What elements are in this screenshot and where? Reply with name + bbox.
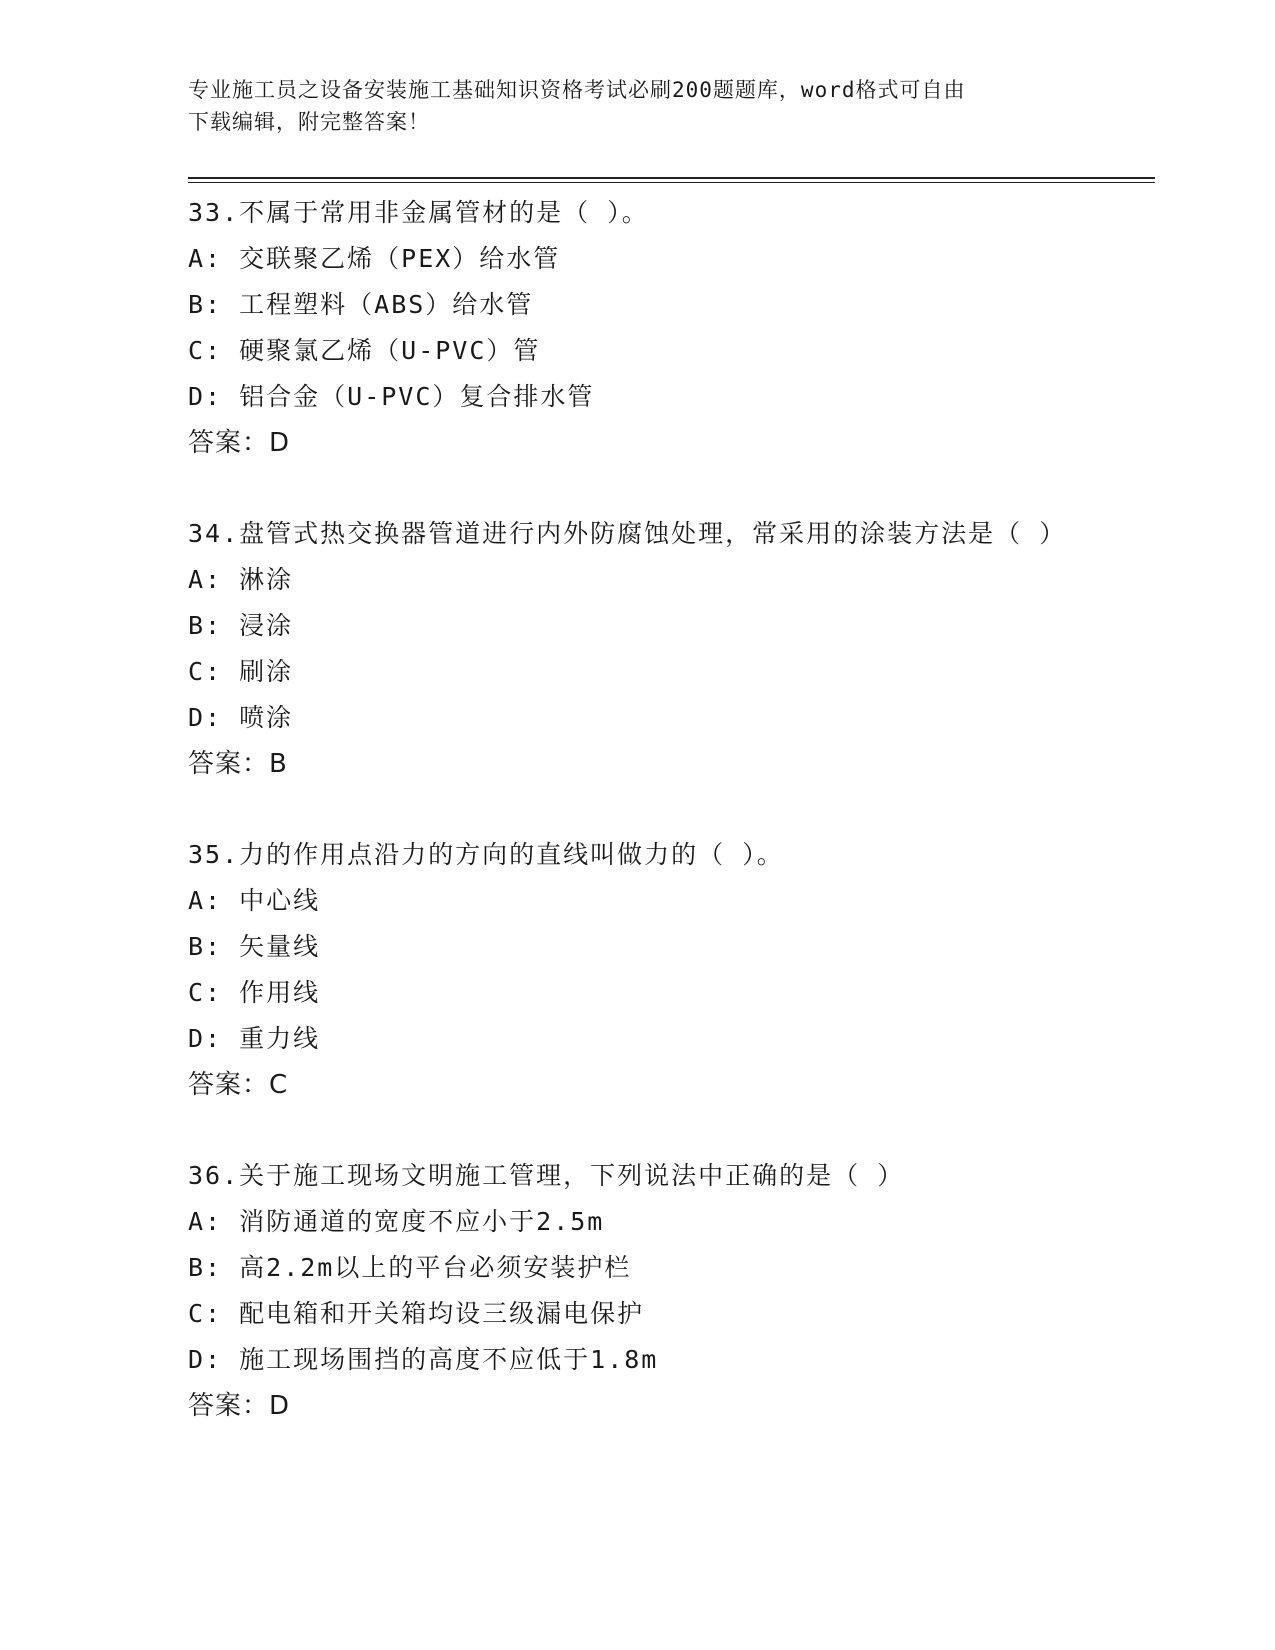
option-b: B: 浸涂	[188, 611, 294, 640]
option-b: B: 高2.2m以上的平台必须安装护栏	[188, 1253, 632, 1282]
option-d: D: 重力线	[188, 1024, 321, 1053]
option-d: D: 铝合金（U-PVC）复合排水管	[188, 382, 595, 411]
option-a: A: 交联聚乙烯（PEX）给水管	[188, 244, 561, 273]
question-text: 34.盘管式热交换器管道进行内外防腐蚀处理，常采用的涂装方法是（ ）	[188, 519, 1067, 548]
header-divider-thick	[188, 177, 1155, 179]
answer-label: 答案：D	[188, 1391, 291, 1421]
header-line-1: 专业施工员之设备安装施工基础知识资格考试必刷200题题库，word格式可自由	[188, 78, 966, 102]
question-33	[188, 190, 1088, 466]
header-divider-thin	[188, 182, 1155, 183]
question-text: 35.力的作用点沿力的方向的直线叫做力的（ ）。	[188, 840, 784, 869]
header-line-2: 下载编辑，附完整答案！	[188, 110, 430, 134]
option-d: D: 施工现场围挡的高度不应低于1.8m	[188, 1345, 659, 1374]
option-c: C: 硬聚氯乙烯（U-PVC）管	[188, 336, 541, 365]
question-34	[188, 511, 1088, 787]
answer-label: 答案：D	[188, 428, 291, 458]
option-a: A: 淋涂	[188, 565, 294, 594]
question-list	[188, 190, 1088, 1474]
question-text: 33.不属于常用非金属管材的是（ ）。	[188, 198, 649, 227]
option-b: B: 矢量线	[188, 932, 321, 961]
document-header	[188, 74, 1068, 138]
option-c: C: 作用线	[188, 978, 321, 1007]
option-d: D: 喷涂	[188, 703, 294, 732]
option-c: C: 刷涂	[188, 657, 294, 686]
option-a: A: 中心线	[188, 886, 321, 915]
question-text: 36.关于施工现场文明施工管理，下列说法中正确的是（ ）	[188, 1161, 905, 1190]
question-36	[188, 1153, 1088, 1429]
option-c: C: 配电箱和开关箱均设三级漏电保护	[188, 1299, 645, 1328]
answer-label: 答案：C	[188, 1070, 289, 1100]
answer-label: 答案：B	[188, 749, 288, 779]
option-b: B: 工程塑料（ABS）给水管	[188, 290, 534, 319]
option-a: A: 消防通道的宽度不应小于2.5m	[188, 1207, 605, 1236]
question-35	[188, 832, 1088, 1108]
